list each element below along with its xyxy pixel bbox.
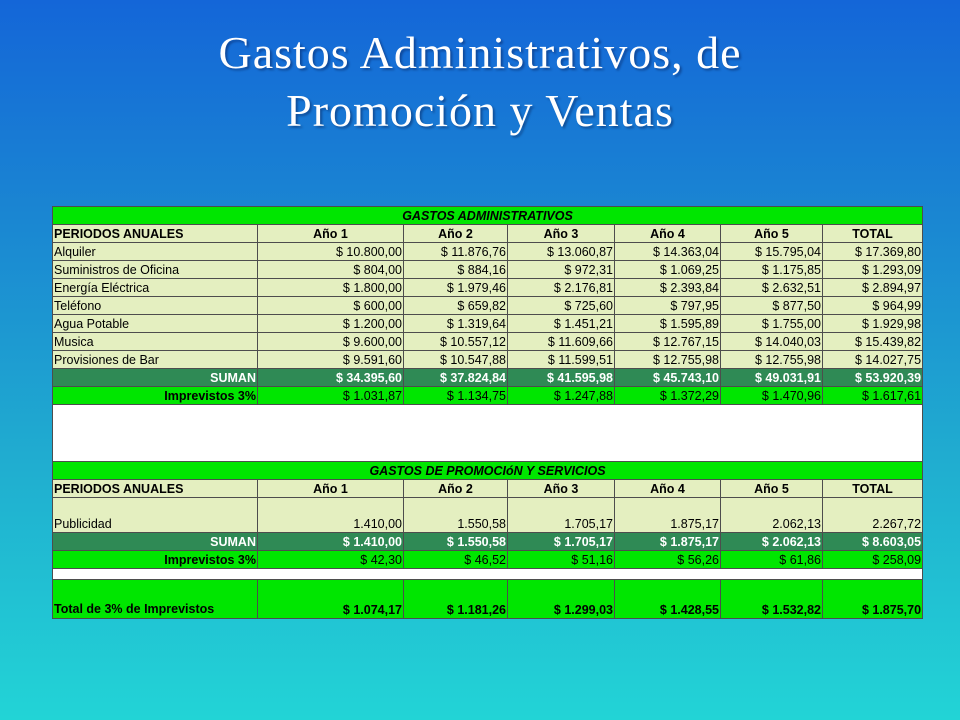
row-label: SUMAN xyxy=(53,533,258,551)
cell: $ 10.800,00 xyxy=(258,243,404,261)
cell: $ 972,31 xyxy=(508,261,615,279)
cell: $ 1.372,29 xyxy=(615,387,721,405)
promo-header-row xyxy=(53,480,923,498)
table-row xyxy=(53,333,923,351)
cell: $ 9.591,60 xyxy=(258,351,404,369)
cell: $ 659,82 xyxy=(404,297,508,315)
column-header: Año 4 xyxy=(615,225,721,243)
cell: $ 1.410,00 xyxy=(258,533,404,551)
cell: $ 964,99 xyxy=(823,297,923,315)
cell: $ 1.470,96 xyxy=(721,387,823,405)
admin-heading-row xyxy=(53,207,923,225)
table-row xyxy=(53,243,923,261)
cell: $ 14.363,04 xyxy=(615,243,721,261)
cell: $ 12.755,98 xyxy=(721,351,823,369)
cell: $ 877,50 xyxy=(721,297,823,315)
cell: $ 45.743,10 xyxy=(615,369,721,387)
cell: $ 1.617,61 xyxy=(823,387,923,405)
cell: $ 1.929,98 xyxy=(823,315,923,333)
row-label: Imprevistos 3% xyxy=(53,551,258,569)
admin-imprevistos-row xyxy=(53,387,923,405)
table-row xyxy=(53,498,923,533)
cell: $ 10.547,88 xyxy=(404,351,508,369)
admin-suman-row xyxy=(53,369,923,387)
cell: $ 2.393,84 xyxy=(615,279,721,297)
column-header: TOTAL xyxy=(823,225,923,243)
cell: $ 1.595,89 xyxy=(615,315,721,333)
cell: $ 37.824,84 xyxy=(404,369,508,387)
total-imprevistos-row xyxy=(53,580,923,619)
cell: 1.875,17 xyxy=(615,498,721,533)
column-header: Año 5 xyxy=(721,480,823,498)
cell: $ 2.894,97 xyxy=(823,279,923,297)
cell: $ 600,00 xyxy=(258,297,404,315)
cell: 2.267,72 xyxy=(823,498,923,533)
promo-heading: GASTOS DE PROMOCIóN Y SERVICIOS xyxy=(53,462,923,480)
spacer-row xyxy=(53,569,923,580)
cell: $ 1.134,75 xyxy=(404,387,508,405)
cell: $ 56,26 xyxy=(615,551,721,569)
row-label: Suministros de Oficina xyxy=(53,261,258,279)
row-label: Energía Eléctrica xyxy=(53,279,258,297)
cell: $ 1.875,17 xyxy=(615,533,721,551)
cell: $ 13.060,87 xyxy=(508,243,615,261)
cell: $ 884,16 xyxy=(404,261,508,279)
cell: $ 15.439,82 xyxy=(823,333,923,351)
spacer-row xyxy=(53,405,923,462)
table-row xyxy=(53,315,923,333)
expenses-table xyxy=(52,206,923,619)
cell: $ 14.040,03 xyxy=(721,333,823,351)
column-header: Año 3 xyxy=(508,225,615,243)
cell: $ 2.062,13 xyxy=(721,533,823,551)
cell: $ 12.755,98 xyxy=(615,351,721,369)
row-label: Provisiones de Bar xyxy=(53,351,258,369)
table-row xyxy=(53,261,923,279)
cell: $ 1.550,58 xyxy=(404,533,508,551)
row-label: Imprevistos 3% xyxy=(53,387,258,405)
row-label: Total de 3% de Imprevistos xyxy=(53,580,258,619)
cell: $ 1.200,00 xyxy=(258,315,404,333)
cell: $ 1.074,17 xyxy=(258,580,404,619)
cell: $ 1.451,21 xyxy=(508,315,615,333)
column-header: PERIODOS ANUALES xyxy=(53,480,258,498)
slide-title xyxy=(0,24,960,140)
cell: $ 2.632,51 xyxy=(721,279,823,297)
cell: $ 53.920,39 xyxy=(823,369,923,387)
column-header: TOTAL xyxy=(823,480,923,498)
cell: $ 1.755,00 xyxy=(721,315,823,333)
row-label: Teléfono xyxy=(53,297,258,315)
cell: $ 1.247,88 xyxy=(508,387,615,405)
title-line-2: Promoción y Ventas xyxy=(286,85,674,136)
cell: $ 15.795,04 xyxy=(721,243,823,261)
cell: $ 1.319,64 xyxy=(404,315,508,333)
cell: $ 11.599,51 xyxy=(508,351,615,369)
cell: $ 1.705,17 xyxy=(508,533,615,551)
admin-header-row xyxy=(53,225,923,243)
cell: 1.410,00 xyxy=(258,498,404,533)
promo-suman-row xyxy=(53,533,923,551)
cell: $ 10.557,12 xyxy=(404,333,508,351)
cell: $ 1.532,82 xyxy=(721,580,823,619)
cell: $ 1.979,46 xyxy=(404,279,508,297)
row-label: Alquiler xyxy=(53,243,258,261)
spacer xyxy=(53,405,923,462)
cell: $ 9.600,00 xyxy=(258,333,404,351)
cell: $ 17.369,80 xyxy=(823,243,923,261)
cell: 1.705,17 xyxy=(508,498,615,533)
cell: $ 1.875,70 xyxy=(823,580,923,619)
cell: $ 258,09 xyxy=(823,551,923,569)
cell: $ 51,16 xyxy=(508,551,615,569)
promo-heading-row xyxy=(53,462,923,480)
cell: $ 42,30 xyxy=(258,551,404,569)
column-header: PERIODOS ANUALES xyxy=(53,225,258,243)
cell: $ 1.069,25 xyxy=(615,261,721,279)
table-row xyxy=(53,351,923,369)
cell: $ 1.428,55 xyxy=(615,580,721,619)
column-header: Año 5 xyxy=(721,225,823,243)
cell: $ 11.876,76 xyxy=(404,243,508,261)
title-line-1: Gastos Administrativos, de xyxy=(218,27,742,78)
cell: $ 1.175,85 xyxy=(721,261,823,279)
cell: $ 12.767,15 xyxy=(615,333,721,351)
promo-imprevistos-row xyxy=(53,551,923,569)
column-header: Año 2 xyxy=(404,225,508,243)
cell: $ 804,00 xyxy=(258,261,404,279)
table-row xyxy=(53,297,923,315)
cell: $ 1.800,00 xyxy=(258,279,404,297)
column-header: Año 2 xyxy=(404,480,508,498)
column-header: Año 1 xyxy=(258,480,404,498)
column-header: Año 1 xyxy=(258,225,404,243)
row-label: Musica xyxy=(53,333,258,351)
cell: 1.550,58 xyxy=(404,498,508,533)
cell: $ 41.595,98 xyxy=(508,369,615,387)
cell: $ 1.031,87 xyxy=(258,387,404,405)
cell: $ 46,52 xyxy=(404,551,508,569)
cell: 2.062,13 xyxy=(721,498,823,533)
cell: $ 1.299,03 xyxy=(508,580,615,619)
admin-heading: GASTOS ADMINISTRATIVOS xyxy=(53,207,923,225)
cell: $ 14.027,75 xyxy=(823,351,923,369)
cell: $ 1.181,26 xyxy=(404,580,508,619)
row-label: Agua Potable xyxy=(53,315,258,333)
cell: $ 34.395,60 xyxy=(258,369,404,387)
row-label: SUMAN xyxy=(53,369,258,387)
cell: $ 49.031,91 xyxy=(721,369,823,387)
cell: $ 2.176,81 xyxy=(508,279,615,297)
cell: $ 11.609,66 xyxy=(508,333,615,351)
spacer xyxy=(53,569,923,580)
cell: $ 797,95 xyxy=(615,297,721,315)
cell: $ 1.293,09 xyxy=(823,261,923,279)
table-row xyxy=(53,279,923,297)
cell: $ 725,60 xyxy=(508,297,615,315)
cell: $ 8.603,05 xyxy=(823,533,923,551)
column-header: Año 4 xyxy=(615,480,721,498)
cell: $ 61,86 xyxy=(721,551,823,569)
column-header: Año 3 xyxy=(508,480,615,498)
row-label: Publicidad xyxy=(53,498,258,533)
